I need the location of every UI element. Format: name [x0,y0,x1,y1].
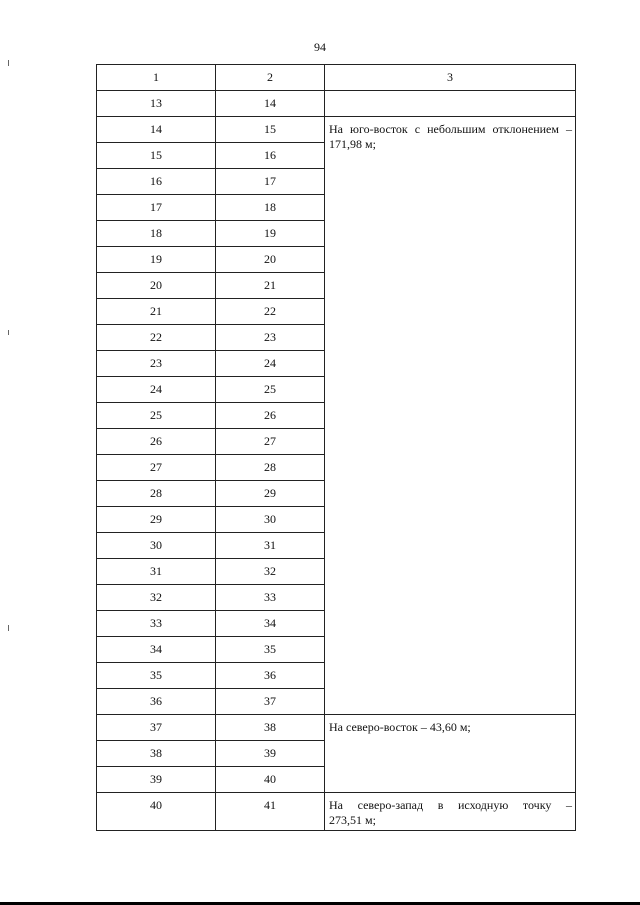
point-to-cell: 19 [216,221,325,247]
point-from-cell: 28 [97,481,216,507]
point-to-cell: 29 [216,481,325,507]
point-from-cell: 40 [97,793,216,831]
point-to-cell: 26 [216,403,325,429]
boundary-points-table [96,64,576,831]
point-to-cell: 40 [216,767,325,793]
point-from-cell: 24 [97,377,216,403]
point-to-cell: 23 [216,325,325,351]
description-line: На северо-запад в исходную точку – [329,798,572,812]
point-to-cell: 32 [216,559,325,585]
point-to-cell: 28 [216,455,325,481]
point-from-cell: 21 [97,299,216,325]
point-from-cell: 14 [97,117,216,143]
point-from-cell: 20 [97,273,216,299]
point-to-cell: 20 [216,247,325,273]
table-row [97,715,576,741]
point-from-cell: 13 [97,91,216,117]
point-to-cell: 34 [216,611,325,637]
point-to-cell: 31 [216,533,325,559]
column-header-3: 3 [325,65,576,91]
point-to-cell: 38 [216,715,325,741]
scan-edge-mark [8,60,9,66]
point-from-cell: 38 [97,741,216,767]
point-to-cell: 22 [216,299,325,325]
point-to-cell: 25 [216,377,325,403]
point-to-cell: 18 [216,195,325,221]
page-number: 94 [314,40,326,54]
point-from-cell: 35 [97,663,216,689]
table-row [97,91,576,117]
point-to-cell: 21 [216,273,325,299]
description-cell: На северо-восток – 43,60 м; [325,715,576,793]
column-header-2: 2 [216,65,325,91]
point-from-cell: 29 [97,507,216,533]
point-from-cell: 31 [97,559,216,585]
point-from-cell: 18 [97,221,216,247]
point-from-cell: 37 [97,715,216,741]
point-from-cell: 34 [97,637,216,663]
point-from-cell: 32 [97,585,216,611]
point-from-cell: 22 [97,325,216,351]
point-from-cell: 16 [97,169,216,195]
description-cell: На юго-восток с небольшим отклонением – 171,98 м; [325,117,576,715]
description-line: 273,51 м; [329,813,376,827]
point-to-cell: 41 [216,793,325,831]
point-to-cell: 24 [216,351,325,377]
point-to-cell: 30 [216,507,325,533]
point-to-cell: 17 [216,169,325,195]
table-row [97,793,576,831]
point-from-cell: 33 [97,611,216,637]
point-to-cell: 35 [216,637,325,663]
scan-edge-mark [8,330,9,335]
point-to-cell: 15 [216,117,325,143]
point-from-cell: 17 [97,195,216,221]
point-to-cell: 36 [216,663,325,689]
point-from-cell: 27 [97,455,216,481]
table-row [97,117,576,143]
column-header-1: 1 [97,65,216,91]
point-to-cell: 16 [216,143,325,169]
point-from-cell: 15 [97,143,216,169]
point-from-cell: 39 [97,767,216,793]
table-header-row [97,65,576,91]
point-from-cell: 25 [97,403,216,429]
point-to-cell: 27 [216,429,325,455]
point-from-cell: 36 [97,689,216,715]
point-to-cell: 37 [216,689,325,715]
point-from-cell: 26 [97,429,216,455]
description-cell [325,793,576,831]
point-to-cell: 39 [216,741,325,767]
point-from-cell: 19 [97,247,216,273]
description-cell [325,91,576,117]
point-from-cell: 30 [97,533,216,559]
point-to-cell: 33 [216,585,325,611]
point-to-cell: 14 [216,91,325,117]
point-from-cell: 23 [97,351,216,377]
scan-edge-mark [8,625,9,631]
